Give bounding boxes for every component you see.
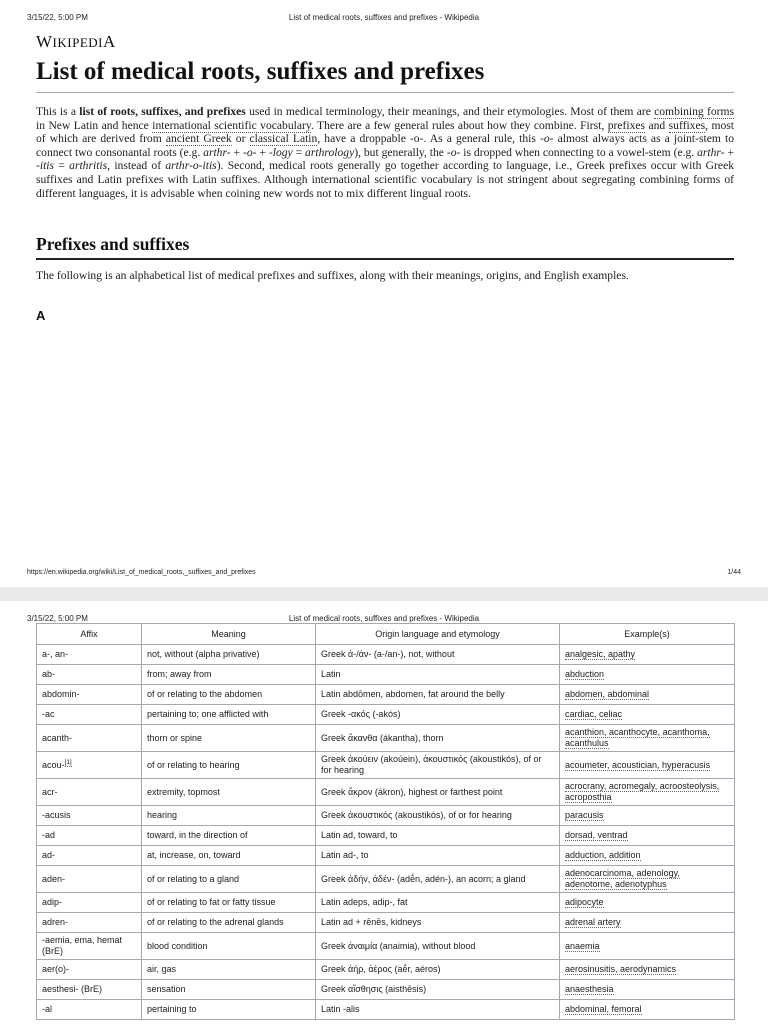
table-row (37, 1000, 735, 1020)
column-header: Meaning (142, 624, 316, 645)
wikipedia-wordmark: WIKIPEDIA (36, 32, 116, 51)
origin-cell: Greek ἄκανθα (ákantha), thorn (316, 725, 560, 752)
example-links[interactable]: acrocrany, acromegaly, acroosteolysis, acroposthia (565, 781, 720, 802)
section-heading: Prefixes and suffixes (36, 234, 734, 260)
origin-cell: Latin ad + rēnēs, kidneys (316, 913, 560, 933)
affix-cell: acr- (37, 779, 142, 806)
origin-cell: Greek ἀκουστικός (akoustikós), of or for hearing (316, 806, 560, 826)
example-links[interactable]: paracusis (565, 810, 604, 820)
table-row (37, 893, 735, 913)
print-footer (27, 569, 741, 579)
examples-cell (560, 752, 735, 779)
affix-cell: -ad (37, 826, 142, 846)
column-header: Origin language and etymology (316, 624, 560, 645)
citation-link[interactable]: [1] (64, 758, 72, 766)
print-url: https://en.wikipedia.org/wiki/List_of_medical_roots,_suffixes_and_prefixes (27, 569, 256, 576)
affix-cell: aer(o)- (37, 960, 142, 980)
meaning-cell: toward, in the direction of (142, 826, 316, 846)
page-title: List of medical roots, suffixes and prefixes (36, 58, 734, 93)
examples-cell (560, 779, 735, 806)
example-links[interactable]: analgesic, apathy (565, 649, 636, 659)
affix-cell: -acusis (37, 806, 142, 826)
meaning-cell: from; away from (142, 665, 316, 685)
affix-cell: -aemia, ema, hemat (BrE) (37, 933, 142, 960)
link-suffixes[interactable]: suffixes (668, 118, 706, 132)
pdf-page-2 (0, 601, 768, 1024)
example-links[interactable]: acanthion, acanthocyte, acanthoma, acanthulus (565, 727, 710, 748)
table-row (37, 980, 735, 1000)
table-row (37, 752, 735, 779)
example-links[interactable]: adenocarcinoma, adenology, adenotome, adenotyphus (565, 868, 680, 889)
meaning-cell: of or relating to hearing (142, 752, 316, 779)
print-date: 3/15/22, 5:00 PM (27, 13, 88, 22)
meaning-cell: of or relating to fat or fatty tissue (142, 893, 316, 913)
example-links[interactable]: abdomen, abdominal (565, 689, 650, 699)
meaning-cell: of or relating to the abdomen (142, 685, 316, 705)
origin-cell: Greek ἄκρον (ákron), highest or farthest point (316, 779, 560, 806)
example-links[interactable]: anaemia (565, 940, 600, 951)
origin-cell: Latin abdōmen, abdomen, fat around the belly (316, 685, 560, 705)
origin-cell: Latin ad-, to (316, 846, 560, 866)
affix-cell: abdomin- (37, 685, 142, 705)
table-row (37, 645, 735, 665)
affix-cell: adip- (37, 893, 142, 913)
meaning-cell: of or relating to a gland (142, 866, 316, 893)
column-header: Affix (37, 624, 142, 645)
link-international-scientific-vocabulary[interactable]: international scientific vocabulary (152, 118, 311, 132)
print-date: 3/15/22, 5:00 PM (27, 614, 88, 623)
affix-cell: acanth- (37, 725, 142, 752)
origin-cell: Latin ad, toward, to (316, 826, 560, 846)
link-combining-forms[interactable]: combining forms (654, 105, 735, 118)
origin-cell: Latin -alis (316, 1000, 560, 1020)
meaning-cell: thorn or spine (142, 725, 316, 752)
examples-cell (560, 705, 735, 725)
link-classical-latin[interactable]: classical Latin (249, 132, 318, 146)
affix-cell: a-, an- (37, 645, 142, 665)
affix-table (36, 623, 735, 1020)
examples-cell (560, 806, 735, 826)
origin-cell: Greek ἀ-/ἀν- (a-/an-), not, without (316, 645, 560, 665)
example-links[interactable]: anaesthesia (565, 984, 614, 994)
examples-cell (560, 685, 735, 705)
meaning-cell: at, increase, on, toward (142, 846, 316, 866)
example-links[interactable]: abdominal, femoral (565, 1004, 642, 1014)
meaning-cell: pertaining to (142, 1000, 316, 1020)
table-row (37, 826, 735, 846)
affix-cell: aden- (37, 866, 142, 893)
affix-cell: -ac (37, 705, 142, 725)
examples-cell (560, 933, 735, 960)
example-links[interactable]: dorsad, ventrad (565, 830, 628, 840)
examples-cell (560, 665, 735, 685)
meaning-cell: of or relating to the adrenal glands (142, 913, 316, 933)
table-row (37, 960, 735, 980)
examples-cell (560, 913, 735, 933)
meaning-cell: blood condition (142, 933, 316, 960)
origin-cell: Greek ἀκούειν (akoúein), ἀκουστικός (akoustikós), of or for hearing (316, 752, 560, 779)
table-row (37, 779, 735, 806)
letter-heading: A (36, 308, 46, 323)
meaning-cell: sensation (142, 980, 316, 1000)
origin-cell: Greek -ακός (-akós) (316, 705, 560, 725)
link-prefixes[interactable]: prefixes (607, 118, 646, 132)
origin-cell: Greek αἴσθησις (aisthēsis) (316, 980, 560, 1000)
example-links[interactable]: adipocyte (565, 897, 604, 907)
meaning-cell: extremity, topmost (142, 779, 316, 806)
example-links[interactable]: cardiac, celiac (565, 709, 623, 719)
origin-cell: Latin adeps, adip-, fat (316, 893, 560, 913)
affix-cell: aesthesi- (BrE) (37, 980, 142, 1000)
affix-cell: ab- (37, 665, 142, 685)
table-row (37, 933, 735, 960)
page-number: 1/44 (727, 569, 741, 576)
table-row (37, 705, 735, 725)
example-links[interactable]: aerosinusitis, aerodynamics (565, 964, 677, 974)
affix-cell: -al (37, 1000, 142, 1020)
print-title: List of medical roots, suffixes and prefixes - Wikipedia (288, 13, 480, 22)
examples-cell (560, 893, 735, 913)
meaning-cell: hearing (142, 806, 316, 826)
table-row (37, 725, 735, 752)
table-row (37, 913, 735, 933)
examples-cell (560, 1000, 735, 1020)
section-lead: The following is an alphabetical list of medical prefixes and suffixes, along with their meanings, origins, and English examples. (36, 269, 629, 282)
examples-cell (560, 846, 735, 866)
examples-cell (560, 725, 735, 752)
origin-cell: Greek ἀναιμία (anaimia), without blood (316, 933, 560, 960)
table-header-row (37, 624, 735, 645)
table-row (37, 685, 735, 705)
affix-cell: acou-[1] (37, 752, 142, 779)
examples-cell (560, 645, 735, 665)
examples-cell (560, 960, 735, 980)
table-row (37, 846, 735, 866)
meaning-cell: not, without (alpha privative) (142, 645, 316, 665)
origin-cell: Latin (316, 665, 560, 685)
table-row (37, 866, 735, 893)
origin-cell: Greek ἀδήν, ἀδέν- (adḗn, adén-), an acorn; a gland (316, 866, 560, 893)
intro-paragraph: This is a list of roots, suffixes, and prefixes used in medical terminology, their meanings, and their etymologies. Most of them are combining forms in New Latin and hence international scientific vocabulary. There are a few general rules about how they combine. First, prefixes and suffixes, most of which are derived from ancient Greek or classical Latin, have a droppable -o-. As a general rule, this -o- almost always acts as a joint-stem to connect two consonantal roots (e.g. arthr- + -o- + -logy = arthrology), but generally, the -o- is dropped when connecting to a vowel-stem (e.g. arthr- + -itis = arthritis, instead of arthr-o-itis). Second, medical roots generally go together according to language, i.e., Greek prefixes occur with Greek suffixes and Latin prefixes with Latin suffixes. Although international scientific vocabulary is not stringent about segregating combining forms of different languages, it is advisable when coining new words not to mix different lingual roots. (36, 105, 735, 200)
example-links[interactable]: abduction (565, 669, 605, 679)
column-header: Example(s) (560, 624, 735, 645)
example-links[interactable]: adrenal artery (565, 917, 621, 927)
origin-cell: Greek ἀήρ, ἀέρος (aḗr, aéros) (316, 960, 560, 980)
meaning-cell: pertaining to; one afflicted with (142, 705, 316, 725)
print-header (27, 13, 741, 25)
example-links[interactable]: acoumeter, acoustician, hyperacusis (565, 759, 711, 770)
examples-cell (560, 980, 735, 1000)
affix-cell: ad- (37, 846, 142, 866)
print-title: List of medical roots, suffixes and prefixes - Wikipedia (288, 614, 480, 623)
link-ancient-greek[interactable]: ancient Greek (165, 132, 232, 146)
table-row (37, 665, 735, 685)
affix-cell: adren- (37, 913, 142, 933)
meaning-cell: air, gas (142, 960, 316, 980)
example-links[interactable]: adduction, addition (565, 850, 641, 860)
examples-cell (560, 826, 735, 846)
table-row (37, 806, 735, 826)
examples-cell (560, 866, 735, 893)
